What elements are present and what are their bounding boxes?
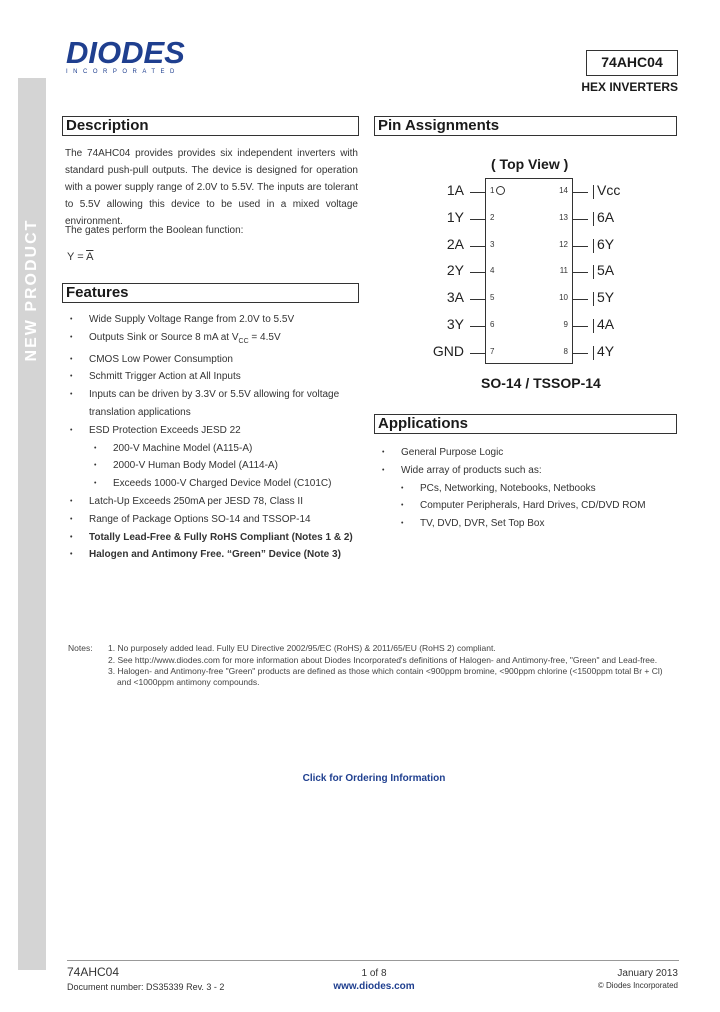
bullet-icon: • [70, 426, 73, 434]
pin-number: 5 [490, 293, 495, 303]
pin-label: 3Y [446, 316, 464, 332]
application-subitem [378, 480, 678, 498]
feature-text: CMOS Low Power Consumption [89, 353, 233, 365]
bullet-icon: • [70, 391, 73, 399]
side-banner-label-wrap [18, 160, 46, 420]
feature-item [66, 493, 361, 511]
features-list [66, 311, 361, 564]
pin-label: Vcc [597, 182, 621, 198]
pin-lead [470, 192, 485, 193]
doc-subtitle: HEX INVERTERS [581, 80, 678, 94]
bullet-icon: • [70, 333, 73, 341]
bullet-icon: • [401, 484, 404, 492]
bullet-icon: • [70, 316, 73, 323]
pin-number: 7 [490, 346, 495, 356]
feature-text: Latch-Up Exceeds 250mA per JESD 78, Class II [89, 495, 303, 507]
feature-text: Wide Supply Voltage Range from 2.0V to 5.5V [89, 314, 295, 325]
feature-text: Halogen and Antimony Free. “Green” Device (Note 3) [89, 549, 341, 561]
pin-lead [573, 192, 588, 193]
pin-lead [470, 219, 485, 220]
pin-label: 1Y [446, 208, 464, 225]
pin-number: 10 [559, 293, 568, 303]
pin-terminal-mark [593, 265, 594, 279]
applications-heading: Applications [374, 414, 677, 434]
pin-label: GND [432, 342, 464, 359]
bullet-icon: • [94, 462, 97, 470]
pin-assignments-heading: Pin Assignments [374, 116, 677, 136]
pin-lead [573, 353, 588, 354]
pin-lead [470, 299, 485, 300]
pin-terminal-mark [593, 212, 594, 226]
logo-wordmark: DIODES [66, 35, 185, 70]
feature-text: Outputs Sink or Source 8 mA at V [89, 331, 239, 343]
bullet-icon: • [382, 466, 385, 474]
application-text: Wide array of products such as: [401, 464, 542, 476]
pin-number: 3 [490, 239, 495, 249]
pin-number: 1 [490, 186, 495, 195]
feature-text: ESD Protection Exceeds JESD 22 [89, 424, 241, 436]
side-banner-label: NEW PRODUCT [23, 218, 40, 362]
feature-item [66, 329, 361, 351]
pin-label: 5Y [597, 289, 615, 306]
feature-text: Exceeds 1000-V Charged Device Model (C101C) [113, 478, 332, 490]
application-text: Computer Peripherals, Hard Drives, CD/DVD ROM [420, 500, 646, 512]
feature-item [66, 529, 361, 547]
feature-subitem [66, 440, 361, 458]
pin-terminal-mark [593, 346, 594, 360]
pin-lead [573, 326, 588, 327]
formula-a-bar: $\overline{A}$ [86, 251, 94, 263]
pin-number: 4 [490, 266, 495, 276]
feature-subscript: CC [238, 337, 249, 345]
pin-label: 2A [446, 235, 464, 252]
pin-terminal-mark [593, 239, 594, 253]
application-item [378, 444, 678, 462]
feature-text: 200-V Machine Model (A115-A) [113, 442, 253, 454]
pin-label: 4A [597, 316, 615, 332]
pin-terminal-mark [593, 319, 594, 333]
pin-label: 2Y [446, 262, 464, 279]
pin-number: 12 [559, 239, 568, 249]
bullet-icon: • [94, 444, 97, 452]
bullet-icon: • [70, 373, 73, 381]
pin-label: 5A [597, 262, 615, 279]
bullet-icon: • [70, 497, 73, 505]
pin-terminal-mark [593, 185, 594, 199]
logo-subtext: INCORPORATED [66, 69, 180, 75]
feature-text: 2000-V Human Body Model (A114-A) [113, 460, 278, 472]
footer-rule [67, 960, 679, 961]
pin-label: 4Y [597, 342, 615, 359]
footer-page: 1 of 8 [361, 968, 387, 979]
bullet-icon: • [401, 502, 404, 510]
pin-number: 11 [559, 266, 568, 276]
application-subitem [378, 497, 678, 515]
application-subitem [378, 515, 678, 533]
package-label: SO-14 / TSSOP-14 [481, 375, 601, 391]
description-paragraph: The 74AHC04 provides provides six independent inverters with standard push-pull outputs. The device is designed for operation with a power supply range of 2.0V to 5.5V. The inputs are tolerant to 5.5V allowing this device to be used in a mixed voltage environment. [65, 148, 358, 227]
pin-lead [573, 219, 588, 220]
feature-text-after: = 4.5V [248, 331, 281, 343]
pin-label: 1A [446, 182, 464, 198]
pin-number: 8 [563, 346, 568, 356]
pin-number: 13 [559, 212, 568, 222]
pin1-marker-icon [496, 186, 505, 195]
top-view-label: ( Top View ) [491, 156, 569, 172]
pin-number: 14 [559, 186, 568, 195]
feature-item [66, 368, 361, 386]
footer-copyright: © Diodes Incorporated [597, 981, 678, 990]
feature-text: Range of Package Options SO-14 and TSSOP-14 [89, 513, 311, 525]
note-item: 3. Halogen- and Antimony-free "Green" products are defined as those which contain <900ppm bromine, <900ppm chlorine (<1500ppm total Br + Cl) and <1000ppm antimony compounds. [108, 666, 663, 687]
pin-number: 2 [490, 212, 495, 222]
feature-subitem [66, 475, 361, 493]
feature-item [66, 351, 361, 369]
bullet-icon: • [70, 515, 73, 523]
company-logo [66, 35, 185, 75]
pin-label: 6Y [597, 235, 615, 252]
application-item [378, 462, 678, 480]
applications-list [378, 444, 678, 533]
feature-subitem [66, 457, 361, 475]
application-text: General Purpose Logic [401, 447, 504, 458]
bullet-icon: • [70, 533, 73, 541]
footer-doc-number: Document number: DS35339 Rev. 3 - 2 [67, 982, 225, 992]
pin-lead [470, 246, 485, 247]
feature-text: Totally Lead-Free & Fully RoHS Compliant (Notes 1 & 2) [89, 531, 353, 543]
feature-text: Schmitt Trigger Action at All Inputs [89, 371, 241, 383]
feature-item [66, 546, 361, 564]
feature-item [66, 511, 361, 529]
bullet-icon: • [382, 449, 385, 456]
boolean-formula [67, 249, 93, 266]
pin-lead [573, 246, 588, 247]
pin-label: 6A [597, 208, 615, 225]
footer-part: 74AHC04 [67, 965, 120, 979]
bullet-icon: • [94, 480, 97, 488]
pin-lead [470, 353, 485, 354]
description-heading: Description [62, 116, 359, 136]
notes-list [108, 643, 668, 688]
feature-item [66, 422, 361, 440]
bullet-icon: • [70, 551, 73, 559]
feature-text: Inputs can be driven by 3.3V or 5.5V allowing for voltage translation applications [89, 389, 340, 418]
pin-number: 6 [490, 320, 495, 329]
bullet-icon: • [70, 355, 73, 363]
ordering-info-link[interactable]: Click for Ordering Information [302, 773, 446, 784]
boolean-intro: The gates perform the Boolean function: [65, 225, 244, 236]
pin-lead [573, 299, 588, 300]
bullet-icon: • [401, 520, 404, 528]
footer-website-link[interactable]: www.diodes.com [333, 981, 415, 992]
pin-terminal-mark [593, 292, 594, 306]
application-text: PCs, Networking, Notebooks, Netbooks [420, 482, 596, 494]
features-heading: Features [62, 283, 359, 303]
application-text: TV, DVD, DVR, Set Top Box [420, 518, 545, 530]
notes-label: Notes: [68, 643, 93, 653]
pin-number: 9 [563, 320, 568, 329]
footer-date: January 2013 [617, 968, 678, 979]
pin-lead [470, 272, 485, 273]
note-item: 1. No purposely added lead. Fully EU Directive 2002/95/EC (RoHS) & 2011/65/EU (RoHS 2) compliant. [108, 643, 496, 653]
pin-lead [573, 272, 588, 273]
part-number-box: 74AHC04 [586, 50, 678, 76]
feature-item [66, 386, 361, 422]
pin-lead [470, 326, 485, 327]
formula-left: Y = [67, 251, 87, 263]
note-item: 2. See http://www.diodes.com for more information about Diodes Incorporated's definitions of Halogen- and Antimony-free, "Green" and Lead-free. [108, 654, 658, 665]
pin-label: 3A [446, 289, 464, 306]
feature-item [66, 311, 361, 329]
